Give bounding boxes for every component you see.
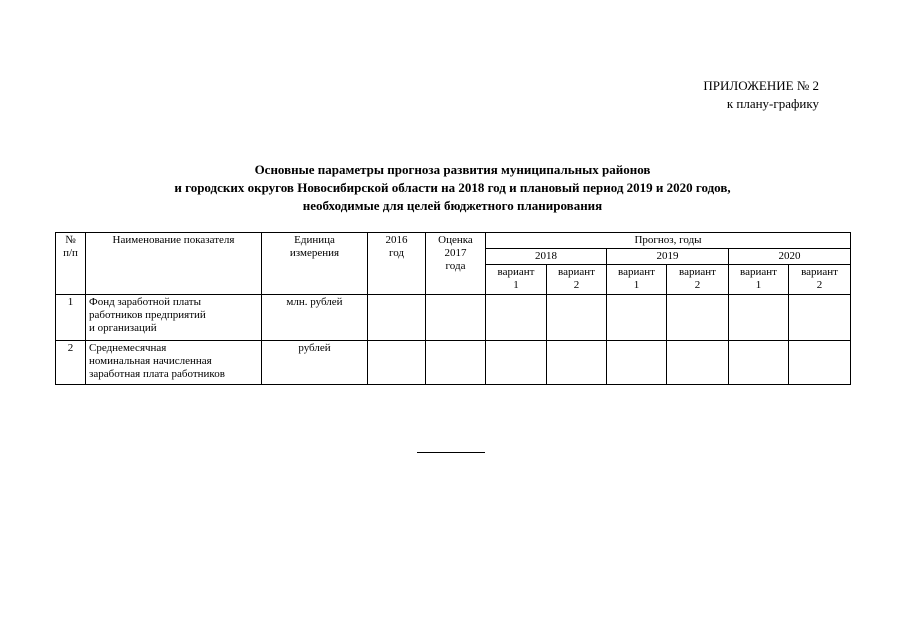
cell-2020-v1 (729, 295, 789, 341)
cell-2016 (368, 341, 426, 385)
cell-estimate-2017 (426, 295, 486, 341)
header-unit: Единица измерения (262, 233, 368, 295)
cell-2018-v2 (547, 295, 607, 341)
header-2018-variant-1: вариант 1 (486, 265, 547, 295)
cell-2020-v2 (789, 295, 851, 341)
header-year-2020: 2020 (729, 249, 851, 265)
cell-2019-v2 (667, 295, 729, 341)
row-num: 1 (56, 295, 86, 341)
header-year-2018: 2018 (486, 249, 607, 265)
footer-separator-line (417, 452, 485, 453)
cell-2018-v1 (486, 341, 547, 385)
header-row-1 (56, 233, 851, 249)
cell-2020-v2 (789, 341, 851, 385)
header-2018-variant-2: вариант 2 (547, 265, 607, 295)
cell-2016 (368, 295, 426, 341)
header-2019-variant-1: вариант 1 (607, 265, 667, 295)
row-unit: млн. рублей (262, 295, 368, 341)
cell-2019-v1 (607, 341, 667, 385)
cell-2020-v1 (729, 341, 789, 385)
cell-2019-v1 (607, 295, 667, 341)
title-line-3: необходимые для целей бюджетного планирования (302, 198, 603, 213)
cell-estimate-2017 (426, 341, 486, 385)
document-title (0, 161, 905, 215)
forecast-parameters-table (55, 232, 851, 385)
cell-2018-v1 (486, 295, 547, 341)
header-num: № п/п (56, 233, 86, 295)
header-forecast: Прогноз, годы (486, 233, 851, 249)
header-2016: 2016 год (368, 233, 426, 295)
row-num: 2 (56, 341, 86, 385)
header-indicator: Наименование показателя (86, 233, 262, 295)
title-line-1: Основные параметры прогноза развития муниципальных районов (254, 162, 651, 177)
header-2020-variant-2: вариант 2 (789, 265, 851, 295)
header-year-2019: 2019 (607, 249, 729, 265)
appendix-subtitle: к плану-графику (726, 96, 819, 111)
row-indicator: Среднемесячная номинальная начисленная заработная плата работников (86, 341, 262, 385)
appendix-title: ПРИЛОЖЕНИЕ № 2 (703, 78, 819, 93)
header-2019-variant-2: вариант 2 (667, 265, 729, 295)
table-row (56, 341, 851, 385)
title-line-2: и городских округов Новосибирской области на 2018 год и плановый период 2019 и 2020 годов, (174, 180, 731, 195)
header-2020-variant-1: вариант 1 (729, 265, 789, 295)
row-indicator: Фонд заработной платы работников предприятий и организаций (86, 295, 262, 341)
appendix-header (703, 77, 819, 113)
table-row (56, 295, 851, 341)
row-unit: рублей (262, 341, 368, 385)
cell-2018-v2 (547, 341, 607, 385)
header-estimate-2017: Оценка 2017 года (426, 233, 486, 295)
cell-2019-v2 (667, 341, 729, 385)
